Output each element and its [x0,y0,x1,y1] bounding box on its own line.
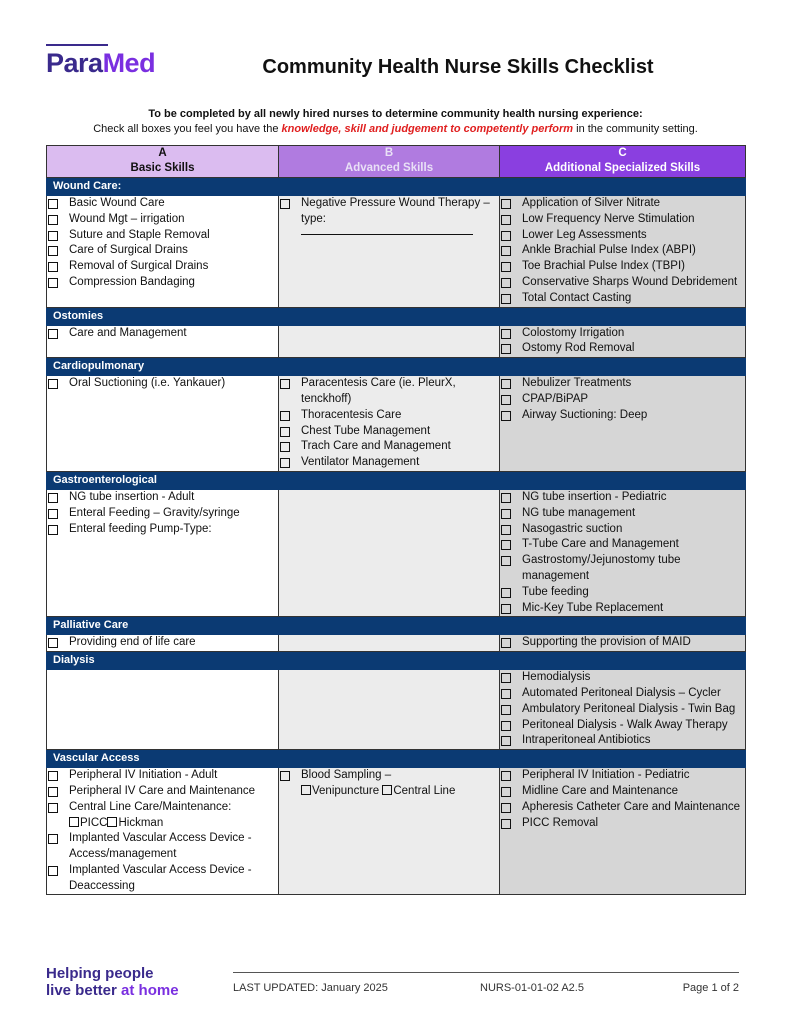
page-title: Community Health Nurse Skills Checklist [262,56,654,78]
footer-tagline: Helping people live better at home [46,965,179,999]
checklist-item-label: Enteral feeding Pump-Type: [69,522,212,535]
inline-checkbox[interactable] [382,785,392,795]
checkbox[interactable] [501,803,511,813]
checkbox[interactable] [501,721,511,731]
document-code: NURS-01-01-02 A2.5 [480,982,584,994]
column-c-cell [500,325,746,358]
section-title-vascular-access: Vascular Access [47,750,746,768]
checkbox[interactable] [501,262,511,272]
inline-checkbox[interactable] [301,785,311,795]
checklist-item-label: Colostomy Irrigation [522,326,625,339]
section-header-row [47,471,746,489]
checklist-item [47,243,278,259]
checklist-item-label: Removal of Surgical Drains [69,260,209,273]
inline-option: Venipuncture [301,785,379,797]
checklist-item [47,635,278,651]
checklist-item-label: Ostomy Rod Removal [522,342,635,355]
checklist-item [500,686,745,702]
checklist-item-label: Gastrostomy/Jejunostomy tube management [522,554,681,582]
checklist-item-label: Lower Leg Assessments [522,228,647,241]
section-title-ostomies: Ostomies [47,307,746,325]
checkbox[interactable] [501,787,511,797]
checkbox[interactable] [280,458,290,468]
checkbox[interactable] [48,199,58,209]
checkbox[interactable] [48,509,58,519]
logo-bar [46,44,108,46]
checkbox[interactable] [501,329,511,339]
checklist-item [47,196,278,212]
column-a-cell [47,376,279,472]
checklist-item [500,341,745,357]
column-b-cell [279,376,500,472]
section-content-row [47,489,746,616]
checklist-item-label: Low Frequency Nerve Stimulation [522,212,695,225]
column-b-cell [279,489,500,616]
checklist-item-label: Tube feeding [522,585,589,598]
checkbox[interactable] [501,525,511,535]
blood-sampling-options [279,784,499,800]
checklist-item-label: Intraperitoneal Antibiotics [522,734,651,747]
checkbox[interactable] [48,278,58,288]
column-header-b: B Advanced Skills [279,146,500,178]
checklist-item-label: Hemodialysis [522,671,591,684]
checklist-item-label: Nasogastric suction [522,522,623,535]
checklist-item-label: Ventilator Management [301,456,420,469]
checklist-item [500,601,745,617]
section-header-row [47,178,746,196]
checkbox[interactable] [48,787,58,797]
checklist-item [500,392,745,408]
checklist-item-label: Automated Peritoneal Dialysis – Cycler [522,686,721,699]
section-header-row [47,307,746,325]
column-b-cell [279,670,500,750]
checklist-item [47,228,278,244]
checklist-item [47,863,278,895]
checklist-item [279,768,499,784]
checklist-item [500,243,745,259]
section-title-wound-care: Wound Care: [47,178,746,196]
section-content-row [47,196,746,308]
checklist-item [500,768,745,784]
checklist-item [47,831,278,863]
checklist-item-label: Supporting the provision of MAID [522,636,691,649]
section-content-row [47,325,746,358]
checklist-item-label: NG tube management [522,506,636,519]
checkbox[interactable] [501,246,511,256]
checklist-item-label: Basic Wound Care [69,197,165,209]
checkbox[interactable] [48,246,58,256]
inline-checkbox[interactable] [69,817,79,827]
section-content-row [47,768,746,895]
checklist-item-label: Airway Suctioning: Deep [522,408,648,421]
column-a-cell [47,670,279,750]
column-c-cell [500,670,746,750]
checklist-item [47,800,278,816]
checklist-item [47,275,278,291]
checkbox[interactable] [280,442,290,452]
column-a-cell [47,635,279,652]
checklist-item [500,553,745,585]
footer-divider [233,972,739,973]
section-title-cardiopulmonary: Cardiopulmonary [47,358,746,376]
checklist-item-label: Blood Sampling – [301,769,392,782]
checklist-item [500,506,745,522]
checkbox[interactable] [501,231,511,241]
checkbox[interactable] [501,588,511,598]
checklist-item [500,376,745,392]
section-title-gastroenterological: Gastroenterological [47,471,746,489]
checklist-item-label: Conservative Sharps Wound Debridement [522,275,738,288]
checklist-item-label: NG tube insertion - Pediatric [522,490,667,503]
intro-line-2: Check all boxes you feel you have the knowledge, skill and judgement to competently perform in the community setting. [93,123,698,135]
checkbox[interactable] [48,771,58,781]
checklist-item-label: Paracentesis Care (ie. PleurX, tenckhoff) [301,377,456,405]
inline-option: PICC [69,817,107,829]
column-b-cell [279,325,500,358]
central-line-options [47,816,278,832]
checklist-item [279,455,499,471]
column-c-cell [500,635,746,652]
checklist-item [47,376,278,392]
checkbox[interactable] [501,604,511,614]
checkbox[interactable] [501,705,511,715]
logo-wordmark: ParaMed [46,48,156,78]
checklist-item [500,408,745,424]
checkbox[interactable] [501,215,511,225]
column-b-cell [279,635,500,652]
checklist-item-label: Peripheral IV Initiation - Adult [69,769,218,782]
checklist-item-label: Peripheral IV Care and Maintenance [69,784,256,797]
checkbox[interactable] [280,411,290,421]
checkbox[interactable] [501,540,511,550]
checkbox[interactable] [501,344,511,354]
checklist-item-label: Application of Silver Nitrate [522,197,661,209]
checklist-item [500,275,745,291]
checklist-item-label: Peripheral IV Initiation - Pediatric [522,769,690,782]
checkbox[interactable] [280,379,290,389]
checkbox[interactable] [501,673,511,683]
checklist-item [500,196,745,212]
checkbox[interactable] [48,329,58,339]
checklist-item-label: Midline Care and Maintenance [522,784,678,797]
checklist-item-label: Care and Management [69,326,187,339]
checkbox[interactable] [48,262,58,272]
column-c-cell [500,768,746,895]
checklist-item [500,670,745,686]
checkbox[interactable] [48,638,58,648]
checklist-item-label: Toe Brachial Pulse Index (TBPI) [522,260,685,273]
inline-option: Central Line [382,785,455,797]
checkbox[interactable] [501,278,511,288]
type-blank-line[interactable] [301,228,473,235]
column-c-cell [500,196,746,308]
inline-checkbox[interactable] [107,817,117,827]
checklist-item [279,376,499,408]
checklist-item [500,326,745,342]
checklist-item [500,635,745,651]
checkbox[interactable] [501,395,511,405]
inline-option: Hickman [107,817,163,829]
checklist-item [47,212,278,228]
checklist-item [47,768,278,784]
column-b-cell [279,196,500,308]
column-a-cell [47,489,279,616]
checklist-item-label: Ambulatory Peritoneal Dialysis - Twin Bag [522,702,736,715]
page-number: Page 1 of 2 [682,982,739,994]
checklist-item-label: Care of Surgical Drains [69,244,188,257]
checklist-item-label: Compression Bandaging [69,275,195,288]
checkbox[interactable] [501,736,511,746]
checklist-item [500,816,745,832]
checkbox[interactable] [48,803,58,813]
checkbox[interactable] [501,819,511,829]
checklist-item [500,228,745,244]
checklist-item-label: Apheresis Catheter Care and Maintenance [522,800,740,813]
checklist-item-label: Implanted Vascular Access Device - Access/management [69,832,252,861]
skills-checklist-table [46,145,746,895]
checkbox[interactable] [48,379,58,389]
checklist-item [500,702,745,718]
checklist-item [47,490,278,506]
checkbox[interactable] [501,771,511,781]
checklist-item-label: Total Contact Casting [522,291,632,304]
checklist-item [47,326,278,342]
column-b-cell [279,768,500,895]
checkbox[interactable] [48,231,58,241]
checklist-item [279,408,499,424]
checklist-item [279,424,499,440]
checklist-item [500,585,745,601]
section-header-row [47,617,746,635]
checklist-item-label: Peritoneal Dialysis - Walk Away Therapy [522,718,728,731]
checklist-item-label: Implanted Vascular Access Device - Deaccessing [69,863,252,892]
checklist-item-label: Enteral Feeding – Gravity/syringe [69,506,240,519]
checkbox[interactable] [501,199,511,209]
column-a-cell [47,325,279,358]
checkbox[interactable] [501,411,511,421]
checkbox[interactable] [501,509,511,519]
checklist-item [500,718,745,734]
checkbox[interactable] [501,638,511,648]
checkbox[interactable] [501,689,511,699]
section-title-palliative-care: Palliative Care [47,617,746,635]
checklist-item-label: Thoracentesis Care [301,408,402,421]
checklist-item [279,439,499,455]
checklist-item [500,784,745,800]
column-a-cell [47,196,279,308]
section-title-dialysis: Dialysis [47,652,746,670]
checklist-item-label: Providing end of life care [69,636,196,649]
checklist-item-label: Negative Pressure Wound Therapy – type: [301,197,490,225]
checkbox[interactable] [501,294,511,304]
section-header-row [47,750,746,768]
checkbox[interactable] [501,556,511,566]
checklist-item [500,537,745,553]
checklist-item-label: Nebulizer Treatments [522,377,632,390]
checkbox[interactable] [501,379,511,389]
intro-line-1: To be completed by all newly hired nurses to determine community health nursing experience: [148,108,643,120]
checklist-item-label: Central Line Care/Maintenance: [69,800,232,813]
section-header-row [47,358,746,376]
checkbox[interactable] [48,525,58,535]
checkbox[interactable] [48,215,58,225]
checklist-item [279,196,499,228]
checklist-item-label: Chest Tube Management [301,424,431,437]
checklist-item [500,733,745,749]
checklist-item [500,490,745,506]
checklist-item-label: Suture and Staple Removal [69,228,210,241]
column-header-a: A Basic Skills [47,146,279,178]
checklist-item [47,784,278,800]
checklist-item-label: Wound Mgt – irrigation [69,212,185,225]
column-header-row [47,146,746,178]
column-header-c: C Additional Specialized Skills [500,146,746,178]
checklist-item-label: T-Tube Care and Management [522,538,679,551]
intro-highlight: knowledge, skill and judgement to competently perform [281,123,574,135]
paramed-logo [46,44,176,84]
checkbox[interactable] [280,427,290,437]
checkbox[interactable] [48,834,58,844]
checkbox[interactable] [48,493,58,503]
section-content-row [47,376,746,472]
checkbox[interactable] [501,493,511,503]
checklist-item-label: Trach Care and Management [301,440,451,453]
last-updated: LAST UPDATED: January 2025 [233,982,388,994]
checklist-item-label: PICC Removal [522,816,599,829]
section-header-row [47,652,746,670]
checklist-item [500,800,745,816]
checklist-item [47,506,278,522]
column-a-cell [47,768,279,895]
checklist-item [47,259,278,275]
checklist-item [47,522,278,538]
checklist-item-label: Oral Suctioning (i.e. Yankauer) [69,377,226,390]
checklist-item-label: Mic-Key Tube Replacement [522,601,664,614]
section-content-row [47,670,746,750]
section-content-row [47,635,746,652]
column-c-cell [500,489,746,616]
checkbox[interactable] [280,199,290,209]
checklist-item-label: CPAP/BiPAP [522,392,589,405]
column-c-cell [500,376,746,472]
checklist-item-label: Ankle Brachial Pulse Index (ABPI) [522,244,696,257]
checklist-item [500,291,745,307]
checklist-item [500,522,745,538]
checkbox[interactable] [48,866,58,876]
checklist-item [500,212,745,228]
checklist-item-label: NG tube insertion - Adult [69,490,195,503]
checklist-body [47,178,746,895]
checklist-item [500,259,745,275]
checkbox[interactable] [280,771,290,781]
